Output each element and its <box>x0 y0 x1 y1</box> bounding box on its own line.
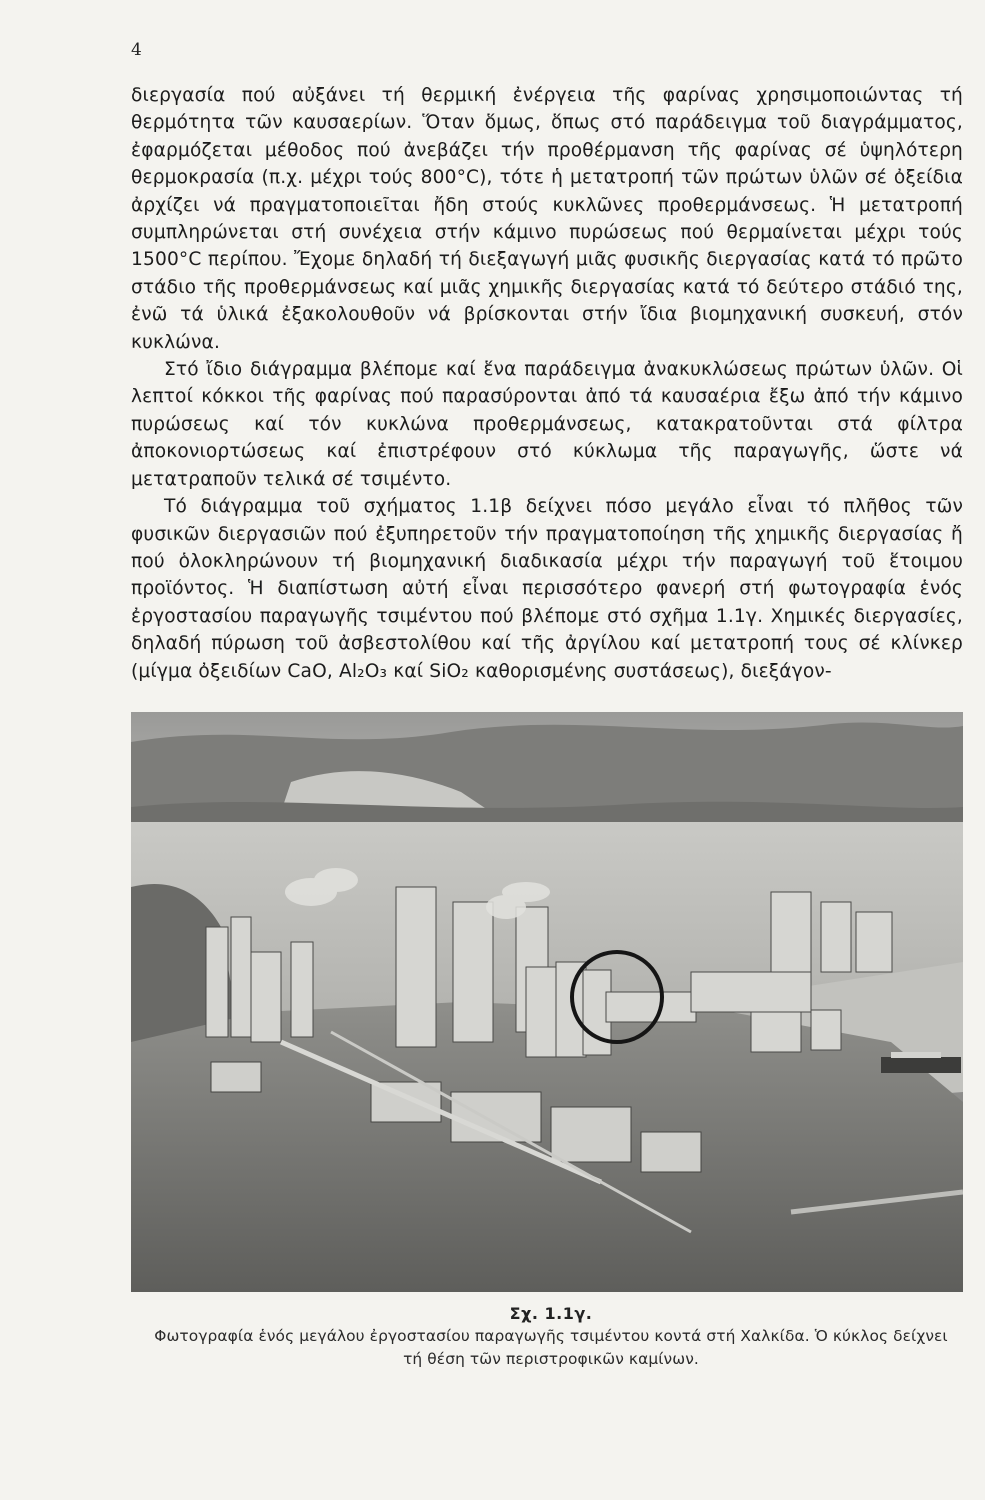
caption-line-1: Φωτογραφία ἑνός μεγάλου ἐργοστασίου παραγωγῆς τσιμέντου κοντά στή Χαλκίδα. Ὁ κύκλος δείχνει <box>154 1327 948 1345</box>
caption-line-2: τή θέση τῶν περιστροφικῶν καμίνων. <box>403 1350 699 1368</box>
paragraph-3: Τό διάγραμμα τοῦ σχήματος 1.1β δείχνει πόσο μεγάλο εἶναι τό πλῆθος τῶν φυσικῶν διεργασιῶν πού ἐξυπηρετοῦν τήν πραγματοποίηση τῆς χημικῆς διεργασίας ἤ πού ὁλοκληρώνουν τή βιομηχανική διαδικασία μέχρι τήν παραγωγή τοῦ ἕτοιμου προϊόντος. Ἡ διαπίστωση αὐτή εἶναι περισσότερο φανερή στή φωτογραφία ἑνός ἐργοστασίου παραγωγῆς τσιμέντου πού βλέπομε στό σχῆμα 1.1γ. Χημικές διεργασίες, δηλαδή πύρωση τοῦ ἀσβεστολίθου καί τῆς ἀργίλου καί μετατροπή τους σέ κλίνκερ (μίγμα ὀξειδίων CaO, Al₂O₃ καί SiO₂ καθορισμένης συστάσεως), διεξάγον- <box>131 496 963 682</box>
page-number: 4 <box>131 40 142 60</box>
paragraph-2: Στό ἴδιο διάγραμμα βλέπομε καί ἕνα παράδειγμα ἀνακυκλώσεως πρώτων ὑλῶν. Οἱ λεπτοί κόκκοι τῆς φαρίνας πού παρασύρονται ἀπό τά καυσαέρια ἔξω ἀπό τήν κάμινο πυρώσεως καί τόν κυκλώνα προθερμάνσεως, κατακρατοῦνται στά φίλτρα ἀποκονιορτώσεως καί ἐπιστρέφουν στό κύκλωμα τῆς παραγωγῆς, ὥστε νά μετατραποῦν τελικά σέ τσιμέντο. <box>131 359 963 490</box>
figure-label: Σχ. 1.1γ. <box>509 1304 593 1323</box>
cement-factory-photo <box>131 712 963 1292</box>
body-text <box>131 82 963 685</box>
figure-caption <box>120 1303 982 1371</box>
paragraph-1: διεργασία πού αὐξάνει τή θερμική ἐνέργεια τῆς φαρίνας χρησιμοποιώντας τή θερμότητα τῶν καυσαερίων. Ὅταν ὅμως, ὅπως στό παράδειγμα τοῦ διαγράμματος, ἐφαρμόζεται μέθοδος πού ἀνεβάζει τήν προθέρμανση τῆς φαρίνας σέ ὑψηλότερη θερμοκρασία (π.χ. μέχρι τούς 800°C), τότε ἡ μετατροπή τῶν πρώτων ὑλῶν σέ ὀξείδια ἀρχίζει νά πραγματοποιεῖται ἤδη στούς κυκλῶνες προθερμάνσεως. Ἡ μετατροπή συμπληρώνεται στή συνέχεια στήν κάμινο πυρώσεως πού θερμαίνεται μέχρι τούς 1500°C περίπου. Ἔχομε δηλαδή τή διεξαγωγή μιᾶς φυσικῆς διεργασίας κατά τό πρῶτο στάδιο τῆς προθερμάνσεως καί μιᾶς χημικῆς διεργασίας κατά τό δεύτερο στάδιό της, ἐνῶ τά ὑλικά ἐξακολουθοῦν νά βρίσκονται στήν ἴδια βιομηχανική συσκευή, στόν κυκλώνα. <box>131 85 963 353</box>
